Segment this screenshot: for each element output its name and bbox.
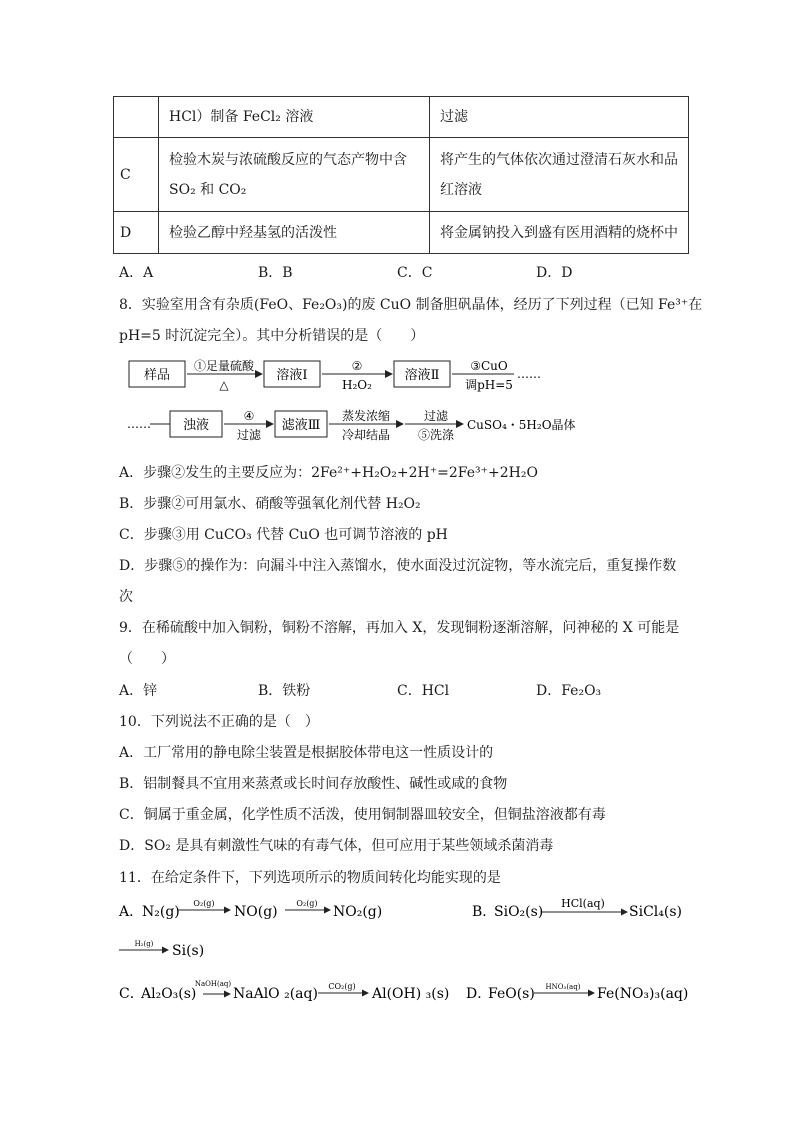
flow-label: ③CuO: [470, 359, 508, 373]
row-label: C: [114, 138, 159, 212]
q8-option-c[interactable]: C．步骤③用 CuCO₃ 代替 CuO 也可调节溶液的 pH: [119, 527, 448, 543]
flow-label: △: [219, 378, 229, 392]
flow-label: 溶液Ⅰ: [276, 368, 308, 383]
flow-label: ②: [351, 359, 363, 373]
option-b[interactable]: B．B: [258, 265, 293, 281]
q8-option-b[interactable]: B．步骤②可用氯水、硝酸等强氧化剂代替 H₂O₂: [119, 496, 421, 512]
experiment-cell: 检验乙醇中羟基氢的活泼性: [159, 212, 430, 254]
experiment-line: SO₂ 和 CO₂: [169, 181, 247, 198]
species: Al(OH) ₃(s): [372, 986, 450, 1002]
flow-label: 浊液: [182, 418, 210, 433]
experiment-line: 检验木炭与浓硫酸反应的气态产物中含: [169, 151, 407, 168]
option-d[interactable]: D．Fe₂O₃: [536, 683, 602, 699]
species: NO(g): [234, 904, 278, 920]
flow-label: 样品: [143, 368, 171, 383]
flow-product: CuSO₄・5H₂O晶体: [467, 418, 576, 432]
flow-label: 冷却结晶: [341, 428, 391, 442]
flow-label: ①足量硫酸: [193, 359, 255, 373]
condition: O₂(g): [193, 899, 215, 908]
q11-stem: 11．在给定条件下，下列选项所示的物质间转化均能实现的是: [119, 870, 501, 886]
flow-label: 过滤: [236, 428, 262, 442]
q10-option-a[interactable]: A．工厂常用的静电除尘装置是根据胶体带电这一性质设计的: [119, 745, 494, 761]
option-c[interactable]: C．HCl: [397, 683, 450, 699]
flow-label: 过滤: [423, 409, 449, 423]
species: Al₂O₃(s): [141, 986, 197, 1002]
q9-stem-line2: （ ）: [119, 651, 175, 667]
q10-stem: 10．下列说法不正确的是（ ）: [119, 714, 319, 730]
option-d[interactable]: D．D: [536, 265, 573, 281]
flow-label: H₂O₂: [342, 378, 372, 392]
operation-line: 将产生的气体依次通过澄清石灰水和品: [440, 151, 678, 168]
q11-d-prefix[interactable]: D．: [466, 986, 492, 1002]
operation-cell: 过滤: [430, 97, 689, 138]
condition: H₂(g): [134, 940, 154, 948]
q10-option-b[interactable]: B．铝制餐具不宜用来蒸煮或长时间存放酸性、碱性或咸的食物: [119, 776, 508, 792]
q11-c-prefix[interactable]: C．: [119, 986, 144, 1002]
species: N₂(g): [142, 904, 180, 920]
q8-stem-line1: 8．实验室用含有杂质(FeO、Fe₂O₃)的废 CuO 制备胆矾晶体，经历了下列过程（已知 Fe³⁺在: [119, 297, 703, 313]
flow-label: 调pH=5: [465, 378, 513, 392]
flow-label: ⑤洗涤: [417, 428, 455, 442]
q8-option-a[interactable]: A．步骤②发生的主要反应为：2Fe²⁺+H₂O₂+2H⁺=2Fe³⁺+2H₂O: [119, 465, 538, 481]
experiment-cell: HCl）制备 FeCl₂ 溶液: [159, 97, 430, 138]
species: NO₂(g): [333, 904, 383, 920]
flow-label: 蒸发浓缩: [341, 409, 391, 423]
q11-a-prefix[interactable]: A．: [119, 904, 144, 920]
q10-option-c[interactable]: C．铜属于重金属，化学性质不活泼，使用铜制器皿较安全，但铜盐溶液都有毒: [119, 807, 606, 823]
option-a[interactable]: A．锌: [119, 683, 158, 699]
flow-label: ……: [517, 367, 541, 381]
condition: CO₂(g): [328, 982, 356, 991]
species: SiCl₄(s): [629, 904, 682, 920]
condition: HCl(aq): [561, 897, 605, 910]
operation-line: 红溶液: [440, 181, 482, 198]
q9-stem-line1: 9．在稀硫酸中加入铜粉，铜粉不溶解，再加入 X，发现铜粉逐渐溶解，问神秘的 X 可能是: [119, 620, 680, 636]
q8-option-d[interactable]: D．步骤⑤的操作为：向漏斗中注入蒸馏水，使水面没过沉淀物，等水流完后，重复操作数: [119, 558, 677, 574]
species: SiO₂(s): [494, 904, 544, 920]
q10-option-d[interactable]: D．SO₂ 是具有刺激性气味的有毒气体，但可应用于某些领域杀菌消毒: [119, 838, 554, 854]
option-b[interactable]: B．铁粉: [258, 683, 311, 699]
species: NaAlO ₂(aq): [233, 986, 318, 1002]
flow-label: 滤液Ⅲ: [281, 418, 321, 433]
condition: HNO₃(aq): [545, 983, 581, 991]
q8-stem-line2: pH=5 时沉淀完全）。其中分析错误的是（ ）: [119, 328, 425, 344]
condition: O₂(g): [296, 899, 318, 908]
option-a[interactable]: A．A: [119, 265, 154, 281]
operation-cell: 将金属钠投入到盛有医用酒精的烧杯中: [430, 212, 689, 254]
row-label: D: [114, 212, 159, 254]
flow-label: ……: [127, 417, 151, 431]
q8-option-d-cont: 次: [119, 589, 133, 605]
q11-b-prefix[interactable]: B．: [472, 904, 497, 920]
species: FeO(s): [488, 986, 535, 1002]
species: Si(s): [172, 943, 205, 959]
flow-label: ④: [243, 409, 255, 423]
species: Fe(NO₃)₃(aq): [597, 986, 689, 1002]
condition: NaOH(aq): [194, 980, 232, 988]
option-c[interactable]: C．C: [397, 265, 433, 281]
flow-label: 溶液Ⅱ: [404, 368, 440, 383]
